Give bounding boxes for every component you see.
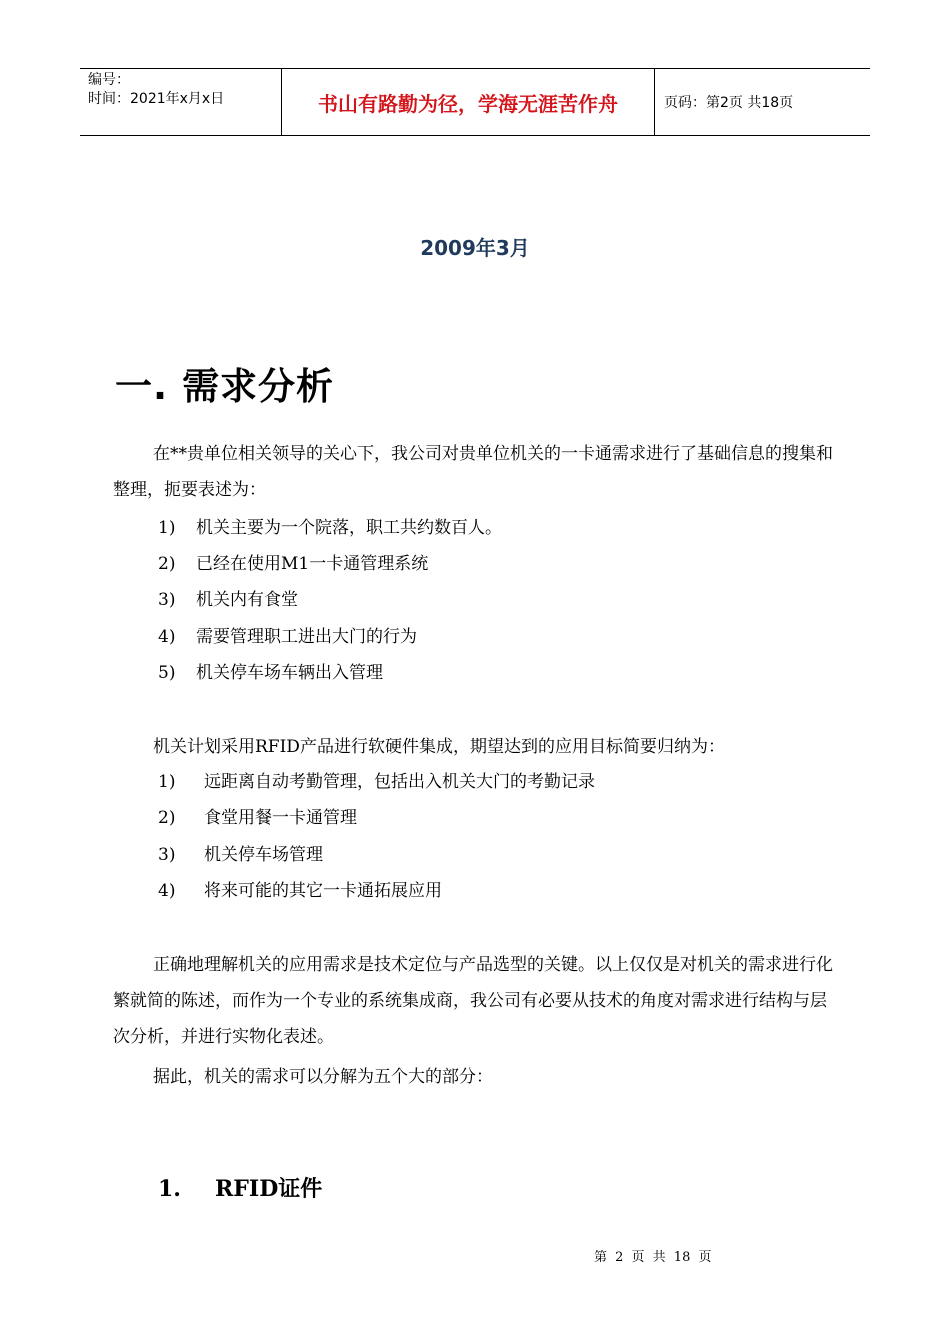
list-item-number: 3) [158, 590, 176, 610]
list-item-text: 食堂用餐一卡通管理 [204, 808, 357, 828]
list-item-number: 5) [158, 663, 176, 683]
decompose-paragraph: 据此，机关的需求可以分解为五个大的部分： [153, 1067, 493, 1087]
list-item-text: 已经在使用M1一卡通管理系统 [196, 554, 429, 574]
header-meta [80, 69, 282, 135]
subsection-number: 1. [158, 1176, 181, 1202]
header-time-label: 时间：2021年x月x日 [88, 91, 225, 107]
list-item-text: 远距离自动考勤管理，包括出入机关大门的考勤记录 [204, 772, 595, 792]
list-item [158, 516, 502, 540]
list-item-number: 3) [158, 845, 176, 865]
list-item-text: 机关停车场车辆出入管理 [196, 663, 383, 683]
list-item-text: 机关主要为一个院落，职工共约数百人。 [196, 518, 502, 538]
intro-paragraph: 在**贵单位相关领导的关心下，我公司对贵单位机关的一卡通需求进行了基础信息的搜集和整理，扼要表述为： [113, 444, 833, 500]
list-item-text: 机关停车场管理 [204, 845, 323, 865]
document-date: 2009年3月 [420, 236, 530, 260]
list-item [158, 843, 323, 867]
list-item-number: 1) [158, 772, 176, 792]
list-item [158, 770, 595, 794]
subsection-heading [158, 1172, 322, 1203]
list-item-number: 4) [158, 881, 176, 901]
list-item-number: 2) [158, 554, 176, 574]
list-item [158, 625, 417, 649]
analysis-paragraph: 正确地理解机关的应用需求是技术定位与产品选型的关键。以上仅仅是对机关的需求进行化繁就简的陈述，而作为一个专业的系统集成商，我公司有必要从技术的角度对需求进行结构与层次分析，并进行实物化表述。 [113, 955, 833, 1047]
section-title: 需求分析 [182, 365, 335, 408]
list-item [158, 661, 383, 685]
section-heading [115, 356, 334, 410]
list-item [158, 879, 442, 903]
plan-paragraph: 机关计划采用RFID产品进行软硬件集成，期望达到的应用目标简要归纳为： [153, 737, 725, 757]
header-number-label: 编号： [88, 72, 130, 88]
list-item-text: 将来可能的其它一卡通拓展应用 [204, 881, 442, 901]
list-item-number: 1) [158, 518, 176, 538]
list-item [158, 806, 357, 830]
subsection-title: RFID证件 [215, 1176, 323, 1202]
list-item-text: 机关内有食堂 [196, 590, 298, 610]
section-number: 一. [115, 365, 169, 408]
list-item [158, 552, 428, 576]
list-item-text: 需要管理职工进出大门的行为 [196, 627, 417, 647]
list-item-number: 2) [158, 808, 176, 828]
header-page-info: 页码：第2页 共18页 [664, 95, 794, 111]
list-item-number: 4) [158, 627, 176, 647]
page-header [80, 68, 870, 136]
header-motto: 书山有路勤为径，学海无涯苦作舟 [282, 69, 655, 135]
list-item [158, 588, 298, 612]
page-footer: 第 2 页 共 18 页 [594, 1250, 712, 1265]
